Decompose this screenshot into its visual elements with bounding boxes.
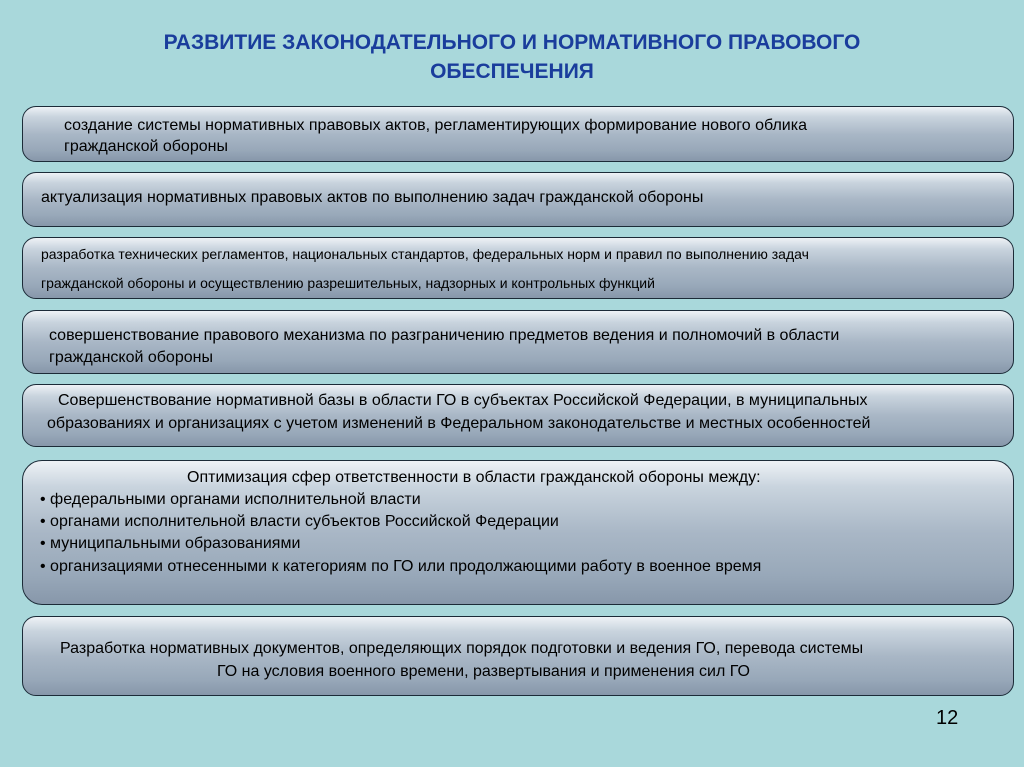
box-text-line: создание системы нормативных правовых актов, регламентирующих формирование нового облика <box>64 117 807 134</box>
box-actualization <box>22 172 1014 227</box>
box-regional-base <box>22 384 1014 447</box>
list-item: • федеральными органами исполнительной власти <box>40 491 421 508</box>
page-number: 12 <box>936 707 959 729</box>
box-technical-regulations <box>22 237 1014 299</box>
box-text-line: образованиях и организациях с учетом изменений в Федеральном законодательстве и местных особенностей <box>47 415 871 432</box>
title-line-2: ОБЕСПЕЧЕНИЯ <box>430 60 594 83</box>
box-text-line: актуализация нормативных правовых актов по выполнению задач гражданской обороны <box>41 189 704 206</box>
box-normative-system <box>22 106 1014 162</box>
box-responsibility-optimization <box>22 460 1014 605</box>
list-item: • муниципальными образованиями <box>40 535 301 552</box>
box-text-line: гражданской обороны и осуществлению разрешительных, надзорных и контрольных функций <box>41 275 655 291</box>
list-item: • органами исполнительной власти субъектов Российской Федерации <box>40 513 559 530</box>
box-text-line: совершенствование правового механизма по разграничению предметов ведения и полномочий в области <box>49 327 840 344</box>
box-heading: Оптимизация сфер ответственности в области гражданской обороны между: <box>187 469 761 486</box>
box-text-line: разработка технических регламентов, национальных стандартов, федеральных норм и правил по выполнению задач <box>41 246 809 262</box>
box-legal-mechanism <box>22 310 1014 374</box>
box-text-line: гражданской обороны <box>49 349 213 366</box>
title-line-1: РАЗВИТИЕ ЗАКОНОДАТЕЛЬНОГО И НОРМАТИВНОГО ПРАВОВОГО <box>163 31 861 54</box>
page-title <box>60 28 964 86</box>
box-text-line: ГО на условия военного времени, развертывания и применения сил ГО <box>217 663 750 680</box>
box-text-line: Разработка нормативных документов, определяющих порядок подготовки и ведения ГО, перевода системы <box>60 640 864 657</box>
box-text-line: Совершенствование нормативной базы в области ГО в субъектах Российской Федерации, в муниципальных <box>58 392 868 409</box>
box-wartime-documents <box>22 616 1014 696</box>
box-text-line: гражданской обороны <box>64 138 228 155</box>
list-item: • организациями отнесенными к категориям по ГО или продолжающими работу в военное время <box>40 558 762 575</box>
